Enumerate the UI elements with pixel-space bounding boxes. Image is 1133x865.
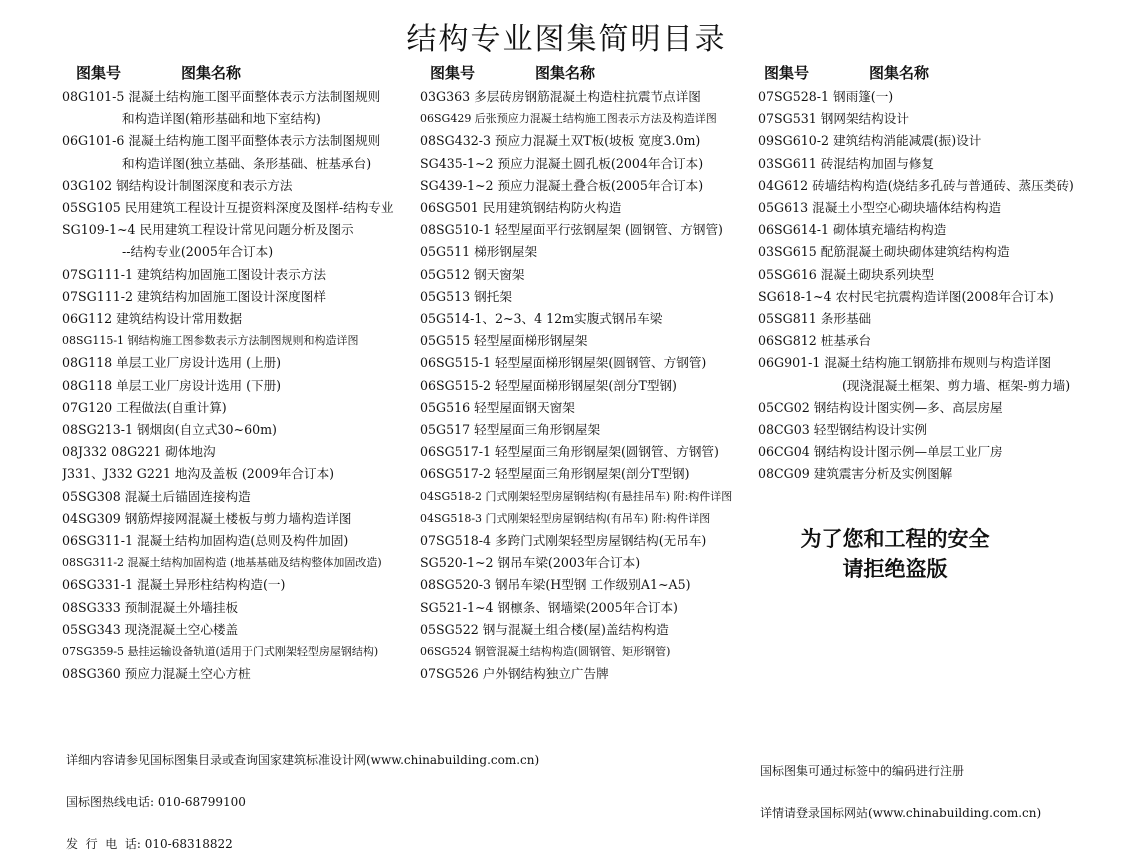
catalog-list [758,86,1118,486]
catalog-entry: 和构造详图(独立基础、条形基础、桩基承台) [122,155,372,171]
catalog-entry: 06SG517-2 轻型屋面三角形钢屋架(剖分T型钢) [420,466,690,482]
catalog-entry: 08SG115-1 钢结构施工图参数表示方法制图规则和构造详图 [62,334,359,348]
column-header [62,62,412,86]
catalog-entry: 06SG429 后张预应力混凝土结构施工图表示方法及构造详图 [420,112,717,126]
header-num: 图集号 [430,64,476,82]
catalog-entry: 04SG309 钢筋焊接网混凝土楼板与剪力墙构造详图 [62,510,352,526]
catalog-entry: SG618-1~4 农村民宅抗震构造详图(2008年合订本) [758,288,1054,304]
catalog-entry: 08SG213-1 钢烟囱(自立式30~60m) [62,422,277,438]
catalog-entry: 08J332 08G221 砌体地沟 [62,444,216,460]
header-name: 图集名称 [535,64,596,82]
catalog-entry: 05G516 轻型屋面钢天窗架 [420,399,575,415]
catalog-entry: 06SG515-1 轻型屋面梯形钢屋架(圆钢管、方钢管) [420,355,707,371]
catalog-entry: 05SG105 民用建筑工程设计互提资料深度及图样-结构专业 [62,200,394,216]
catalog-entry: 05SG811 条形基础 [758,311,872,327]
catalog-entry: 05SG522 钢与混凝土组合楼(屋)盖结构构造 [420,621,669,637]
catalog-entry: SG435-1~2 预应力混凝土圆孔板(2004年合订本) [420,155,704,171]
catalog-column-2 [420,62,760,685]
footer-register-note: 国标图集可通过标签中的编码进行注册 [760,764,965,778]
catalog-entry: 08SG510-1 轻型屋面平行弦钢屋架 (圆钢管、方钢管) [420,222,723,238]
header-num: 图集号 [76,64,122,82]
catalog-entry: (现浇混凝土框架、剪力墙、框架-剪力墙) [842,377,1071,393]
catalog-entry: 04SG518-3 门式刚架轻型房屋钢结构(有吊车) 附:构件详图 [420,511,711,525]
catalog-entry: 06G112 建筑结构设计常用数据 [62,311,243,327]
footer-contact [66,725,539,865]
catalog-entry: 06G101-6 混凝土结构施工图平面整体表示方法制图规则 [62,133,381,149]
catalog-entry: 08CG09 建筑震害分析及实例图解 [758,466,953,482]
catalog-entry: 05G613 混凝土小型空心砌块墙体结构构造 [758,200,1002,216]
catalog-entry: 03SG611 砖混结构加固与修复 [758,155,935,171]
catalog-entry: 05G513 钢托架 [420,288,512,304]
catalog-entry: 05SG343 现浇混凝土空心楼盖 [62,621,239,637]
header-name: 图集名称 [869,64,930,82]
footer-distribution-phone: 发 行 电 话: 010-68318822 [66,837,233,851]
anti-piracy-slogan [760,524,1030,584]
catalog-entry: 08SG311-2 混凝土结构加固构造 (地基基础及结构整体加固改造) [62,556,382,570]
catalog-entry: 08SG432-3 预应力混凝土双T板(坡板 宽度3.0m) [420,133,701,149]
page-title: 结构专业图集简明目录 [406,22,727,57]
catalog-entry: --结构专业(2005年合订本) [122,244,274,260]
catalog-entry: 05SG616 混凝土砌块系列块型 [758,266,935,282]
catalog-entry: SG109-1~4 民用建筑工程设计常见问题分析及图示 [62,222,354,238]
catalog-entry: 08SG520-3 钢吊车梁(H型钢 工作级别A1~A5) [420,577,691,593]
catalog-entry: 08CG03 轻型钢结构设计实例 [758,422,928,438]
catalog-entry: 09SG610-2 建筑结构消能减震(振)设计 [758,133,982,149]
catalog-entry: 06SG331-1 混凝土异形柱结构构造(一) [62,577,286,593]
catalog-entry: 06CG04 钢结构设计图示例—单层工业厂房 [758,444,1003,460]
footer-registration [760,736,1041,834]
catalog-entry: 07SG111-1 建筑结构加固施工图设计表示方法 [62,266,326,282]
catalog-column-1 [62,62,412,685]
catalog-entry: 07SG359-5 悬挂运输设备轨道(适用于门式刚架轻型房屋钢结构) [62,645,379,659]
catalog-entry: 06SG311-1 混凝土结构加固构造(总则及构件加固) [62,533,349,549]
catalog-entry: 03G102 钢结构设计制图深度和表示方法 [62,177,293,193]
catalog-entry: 04G612 砖墙结构构造(烧结多孔砖与普通砖、蒸压类砖) [758,177,1074,193]
catalog-entry: 05G511 梯形钢屋架 [420,244,538,260]
catalog-entry: 05G512 钢天窗架 [420,266,525,282]
catalog-list [420,86,760,685]
column-header [758,62,1118,86]
catalog-column-3 [758,62,1118,486]
catalog-entry: 08SG333 预制混凝土外墙挂板 [62,599,239,615]
catalog-entry: 07SG111-2 建筑结构加固施工图设计深度图样 [62,288,326,304]
catalog-entry: 08G118 单层工业厂房设计选用 (上册) [62,355,282,371]
catalog-entry: SG521-1~4 钢檩条、钢墙梁(2005年合订本) [420,599,678,615]
catalog-entry: 04SG518-2 门式刚架轻型房屋钢结构(有悬挂吊车) 附:构件详图 [420,489,733,503]
catalog-entry: 06SG614-1 砌体填充墙结构构造 [758,222,947,238]
header-num: 图集号 [764,64,810,82]
catalog-entry: 06SG515-2 轻型屋面梯形钢屋架(剖分T型钢) [420,377,677,393]
catalog-entry: 07SG518-4 多跨门式刚架轻型房屋钢结构(无吊车) [420,533,707,549]
catalog-entry: J331、J332 G221 地沟及盖板 (2009年合订本) [62,466,335,482]
footer-register-site: 详情请登录国标网站(www.chinabuilding.com.cn) [760,806,1042,820]
catalog-entry: 03SG615 配筋混凝土砌块砌体建筑结构构造 [758,244,1010,260]
catalog-entry: 08G118 单层工业厂房设计选用 (下册) [62,377,282,393]
catalog-entry: 03G363 多层砖房钢筋混凝土构造柱抗震节点详图 [420,89,701,104]
slogan-line-1: 为了您和工程的安全 [800,526,990,551]
column-header [420,62,760,86]
footer-website-note: 详细内容请参见国标图集目录或查询国家建筑标准设计网(www.chinabuilding.com.cn) [66,753,540,767]
catalog-entry: 06SG812 桩基承台 [758,333,872,349]
footer-hotline: 国标图热线电话: 010-68799100 [66,795,246,809]
catalog-list [62,86,412,685]
catalog-entry: 07SG531 钢网架结构设计 [758,111,909,127]
catalog-entry: 06SG501 民用建筑钢结构防火构造 [420,200,622,216]
catalog-entry: 05G517 轻型屋面三角形钢屋架 [420,422,601,438]
catalog-entry: 05G514-1、2~3、4 12m实腹式钢吊车梁 [420,311,663,327]
catalog-entry: 07G120 工程做法(自重计算) [62,399,227,415]
catalog-entry: 06SG524 钢管混凝土结构构造(圆钢管、矩形钢管) [420,645,671,659]
slogan-line-2: 请拒绝盗版 [842,556,948,581]
catalog-entry: 07SG528-1 钢雨篷(一) [758,89,894,104]
catalog-entry: 08G101-5 混凝土结构施工图平面整体表示方法制图规则 [62,89,381,104]
catalog-entry: 06G901-1 混凝土结构施工钢筋排布规则与构造详图 [758,355,1052,371]
catalog-entry: 05CG02 钢结构设计图实例—多、高层房屋 [758,399,1003,415]
catalog-entry: 05SG308 混凝土后锚固连接构造 [62,488,251,504]
catalog-entry: SG520-1~2 钢吊车梁(2003年合订本) [420,555,641,571]
catalog-entry: 和构造详图(箱形基础和地下室结构) [122,111,321,127]
header-name: 图集名称 [181,64,242,82]
catalog-entry: 08SG360 预应力混凝土空心方桩 [62,666,251,682]
catalog-entry: 05G515 轻型屋面梯形钢屋架 [420,333,588,349]
catalog-entry: 06SG517-1 轻型屋面三角形钢屋架(圆钢管、方钢管) [420,444,719,460]
catalog-entry: 07SG526 户外钢结构独立广告牌 [420,666,609,682]
catalog-entry: SG439-1~2 预应力混凝土叠合板(2005年合订本) [420,177,704,193]
